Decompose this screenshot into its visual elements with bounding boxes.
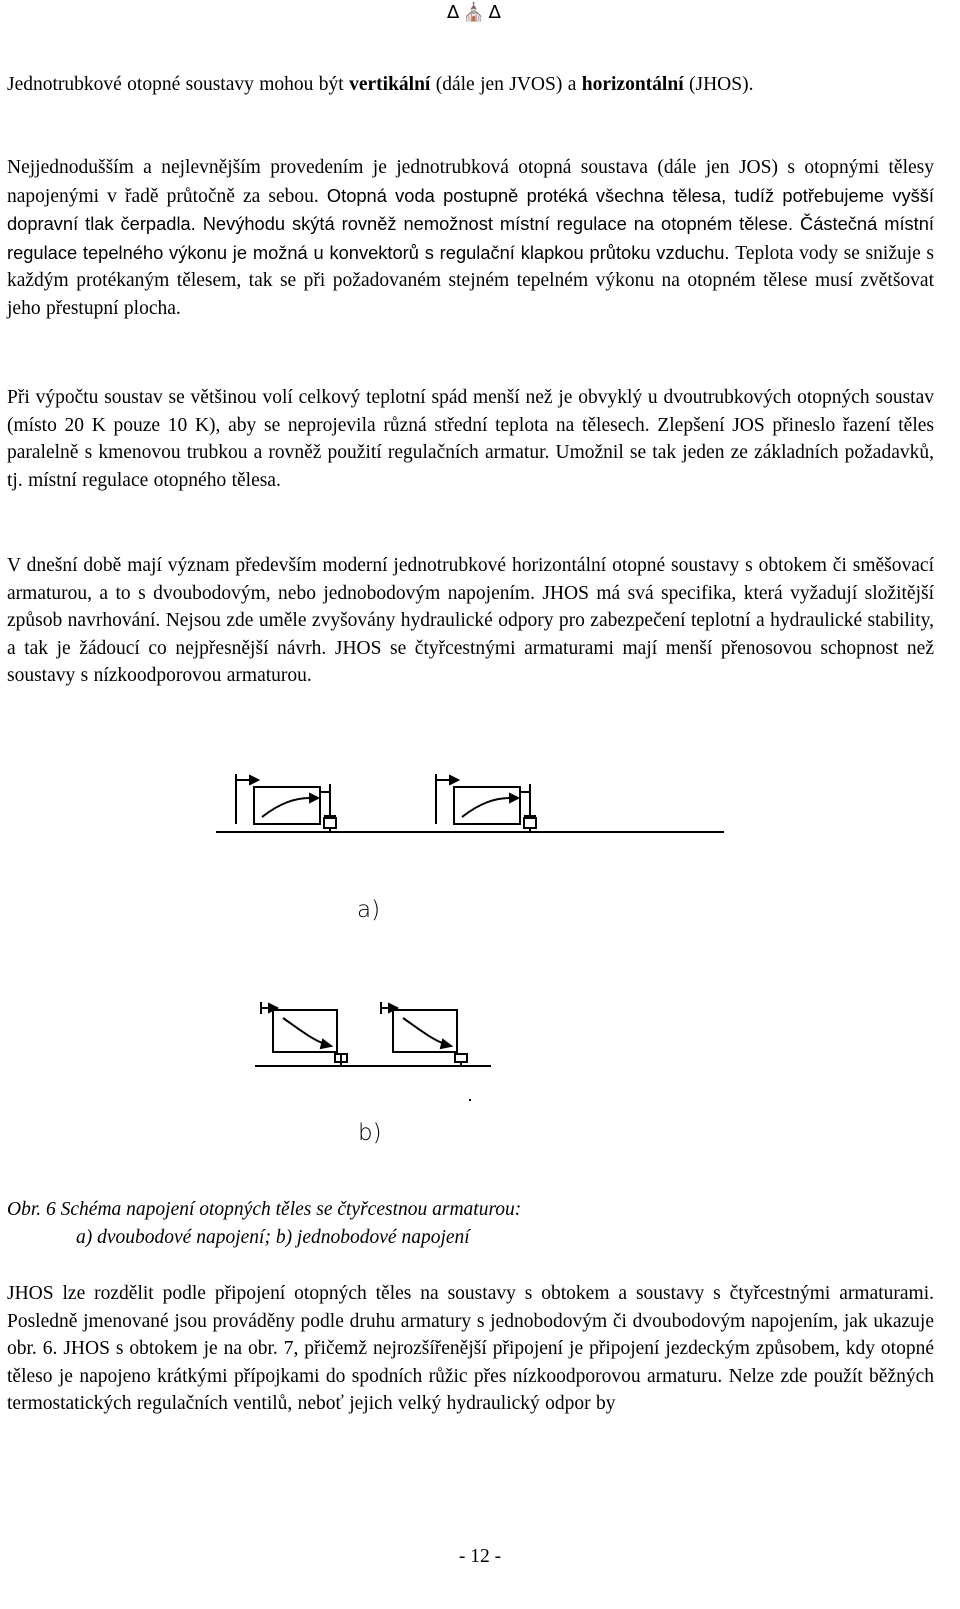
bold-term-vertical: vertikální bbox=[349, 74, 431, 95]
figure-caption-line2: a) dvoubodové napojení; b) jednobodové napojení bbox=[76, 1227, 470, 1248]
text-span: (dále jen JVOS) a bbox=[430, 74, 582, 95]
diagram-a-two-point bbox=[210, 770, 730, 850]
radiator-1 bbox=[254, 787, 320, 824]
label-a: a) bbox=[357, 897, 381, 923]
stray-dot bbox=[469, 1099, 471, 1101]
label-b: b) bbox=[358, 1120, 382, 1146]
text-span: (JHOS). bbox=[683, 74, 754, 95]
page-number: - 12 - bbox=[458, 1546, 502, 1567]
flow-arrow-b1 bbox=[321, 1040, 331, 1048]
bold-term-horizontal: horizontální bbox=[581, 74, 684, 95]
inlet-arrow-2 bbox=[450, 776, 458, 784]
paragraph-calculation: Při výpočtu soustav se většinou volí celkový teplotní spád menší než je obvyklý u dvoutrubkových otopných soustav (místo 20 K pouze 10 K), aby se neprojevila různá střední teplota na tělesech. Zlepšení JOS přineslo řazení těles paralelně s kmenovou trubkou a rovněž použití regulačních armatur. Umožnil se tak jeden ze základních požadavků, tj. místní regulace otopného tělesa. bbox=[7, 387, 934, 491]
paragraph-intro bbox=[7, 71, 934, 99]
flow-arrow-2 bbox=[462, 798, 510, 817]
flow-arrow-b2 bbox=[441, 1040, 451, 1048]
text-span: Teplota vody se snižuje s každým protékaným tělesem, tak se při požadovaném stejném tepelném výkonu na otopném tělese musí zvětšovat jeho přestupní plocha. bbox=[7, 242, 934, 319]
text-span-sans: Otopná voda postupně protéká všechna tělesa, tudíž potřebujeme vyšší dopravní tlak čerpadla. Nevýhodu skýtá rovněž nemožnost místní regulace na otopném tělese. Částečná místní regulace tepelného výkonu je možná u konvektorů s regulační klapkou průtoku vzduchu. bbox=[7, 184, 934, 263]
radiator-2 bbox=[454, 787, 520, 824]
header-icons: ∆ ⛪ ∆ bbox=[447, 2, 501, 23]
diagram-b-one-point bbox=[255, 1000, 495, 1080]
paragraph-jos bbox=[7, 154, 934, 322]
flow-arrow-1 bbox=[262, 798, 310, 817]
figure-caption-line1: Obr. 6 Schéma napojení otopných těles se čtyřcestnou armaturou: bbox=[7, 1199, 522, 1220]
paragraph-jhos-types: JHOS lze rozdělit podle připojení otopných těles na soustavy s obtokem a soustavy s čtyřcestnými armaturami. Posledně jmenované jsou prováděny podle druhu armatury s jednobodovým či dvoubodovým napojením, jak ukazuje obr. 6. JHOS s obtokem je na obr. 7, přičemž nejrozšířenější připojení je připojení jezdeckým způsobem, kdy otopné těleso je napojeno krátkými přípojkami do spodních růžic přes nízkoodporovou armaturu. Nelze zde použít běžných termostatických regulačních ventilů, neboť jejich velký hydraulický odpor by bbox=[7, 1283, 934, 1414]
text-span: Jednotrubkové otopné soustavy mohou být bbox=[7, 74, 350, 95]
paragraph-modern-systems: V dnešní době mají význam především moderní jednotrubkové horizontální otopné soustavy s obtokem či směšovací armaturou, a to s dvoubodovým, nebo jednobodovým napojením. JHOS má svá specifika, která vyžadují složitější způsob navrhování. Nejsou zde uměle zvyšovány hydraulické odpory pro zabezpečení teplotní a hydraulické stability, a tak je žádoucí co nejpřesnější návrh. JHOS se čtyřcestnými armaturami mají menší přenosovou schopnost než soustavy s nízkoodporovou armaturou. bbox=[7, 555, 934, 686]
inlet-arrow-1 bbox=[250, 776, 258, 784]
text-span: Nejjednodušším a nejlevnějším provedením je jednotrubková otopná soustava (dále jen JOS) s otopnými tělesy napojenými v řadě průtočně za sebou. bbox=[7, 157, 934, 207]
